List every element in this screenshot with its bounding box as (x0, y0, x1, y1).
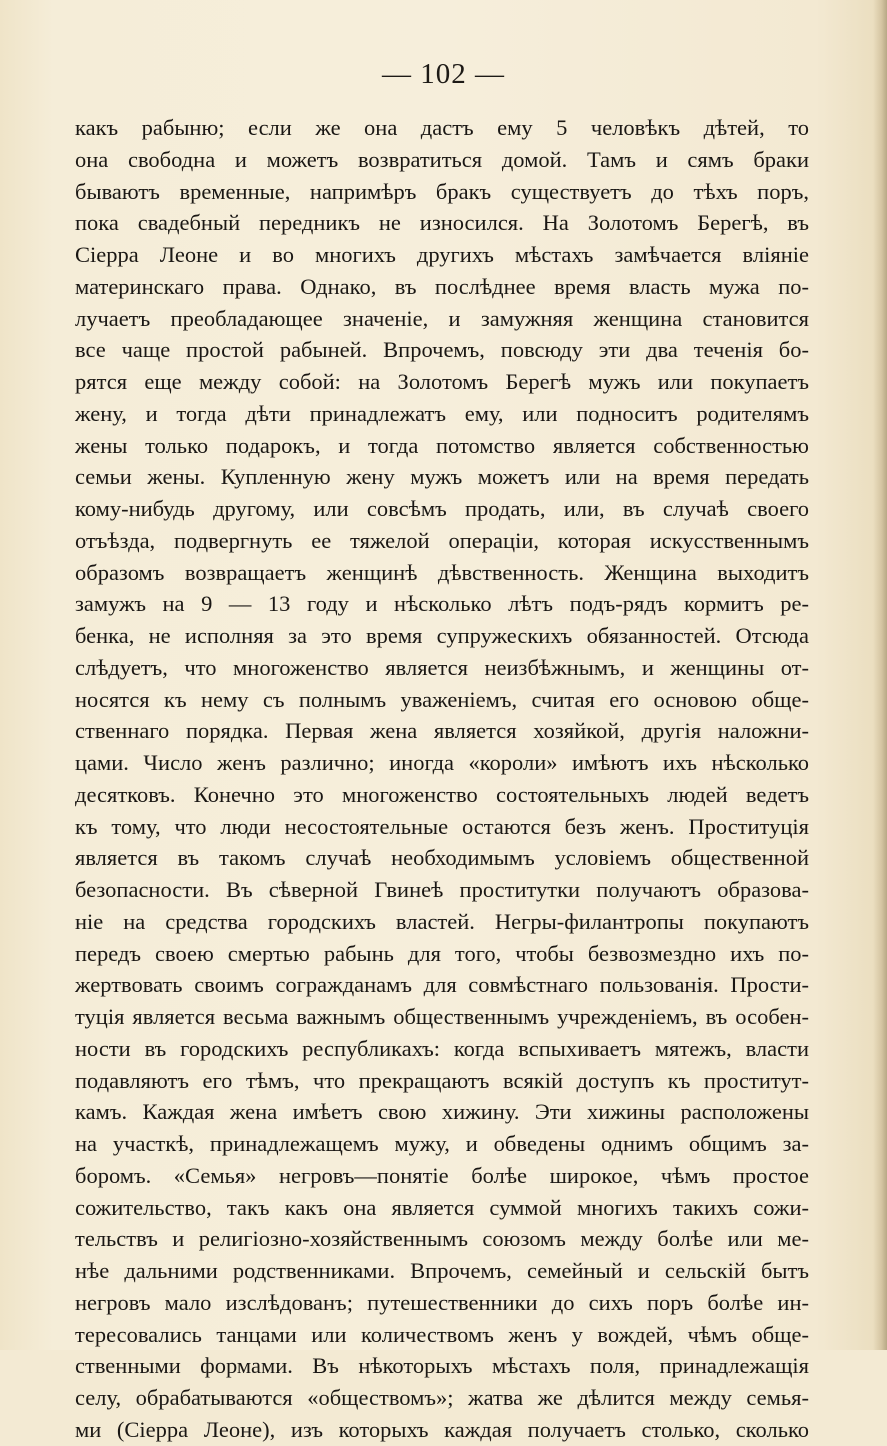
text-line: кому-нибудь другому, или совсѣмъ продать, или, въ случаѣ своего (75, 496, 809, 521)
text-line: жену, и тогда дѣти принадлежатъ ему, или подноситъ родителямъ (75, 400, 809, 426)
body-text (75, 112, 809, 1446)
text-line: тересовались танцами или количествомъ женъ у вождей, чѣмъ обще- (75, 1321, 809, 1347)
text-line: десятковъ. Конечно это многоженство состоятельныхъ людей ведетъ (75, 781, 809, 807)
text-line: боромъ. «Семья» негровъ—понятіе болѣе широкое, чѣмъ простое (75, 1162, 809, 1188)
text-line: материнскаго права. Однако, въ послѣднее время власть мужа по- (75, 273, 809, 299)
text-line: бываютъ временные, напримѣръ бракъ существуетъ до тѣхъ поръ, (75, 178, 809, 204)
text-line: безопасности. Въ сѣверной Гвинеѣ проститутки получаютъ образова- (75, 877, 809, 902)
text-line: селу, обрабатываются «обществомъ»; жатва же дѣлится между семья- (75, 1385, 809, 1410)
text-line: слѣдуетъ, что многоженство является неизбѣжнымъ, и женщины от- (75, 654, 809, 680)
text-line: все чаще простой рабыней. Впрочемъ, повсюду эти два теченія бо- (75, 337, 809, 363)
text-line: является въ такомъ случаѣ необходимымъ условіемъ общественной (75, 845, 809, 871)
text-line: носятся къ нему съ полнымъ уваженіемъ, считая его основою обще- (75, 686, 809, 712)
text-line: ственными формами. Въ нѣкоторыхъ мѣстахъ поля, принадлежащія (75, 1353, 809, 1379)
text-line: замужъ на 9 — 13 году и нѣсколько лѣтъ подъ-рядъ кормитъ ре- (75, 591, 809, 617)
text-line: рятся еще между собой: на Золотомъ Берегѣ мужъ или покупаетъ (75, 369, 809, 394)
page-edge-shadow (873, 0, 887, 1350)
text-line: жены только подарокъ, и тогда потомство является собственностью (75, 432, 809, 458)
text-line: Сіерра Леоне и во многихъ другихъ мѣстахъ замѣчается вліяніе (75, 242, 809, 267)
text-line: образомъ возвращаетъ женщинѣ дѣвственность. Женщина выходитъ (75, 559, 809, 585)
text-line: камъ. Каждая жена имѣетъ свою хижину. Эти хижины расположены (75, 1099, 809, 1125)
text-line: жертвовать своимъ согражданамъ для совмѣстнаго пользованія. Прости- (75, 972, 809, 998)
text-line: семьи жены. Купленную жену мужъ можетъ или на время передать (75, 464, 809, 490)
text-line: ми (Сіерра Леоне), изъ которыхъ каждая получаетъ столько, сколько (75, 1416, 809, 1442)
text-line: негровъ мало изслѣдованъ; путешественники до сихъ поръ болѣе ин- (75, 1289, 809, 1315)
text-line: ственнаго порядка. Первая жена является хозяйкой, другія наложни- (75, 718, 809, 744)
text-line: она свободна и можетъ возвратиться домой. Тамъ и сямъ браки (75, 146, 809, 172)
text-line: сожительство, такъ какъ она является суммой многихъ такихъ сожи- (75, 1194, 809, 1220)
text-line: цами. Число женъ различно; иногда «короли» имѣютъ ихъ нѣсколько (75, 750, 809, 775)
text-line: лучаетъ преобладающее значеніе, и замужняя женщина становится (75, 305, 809, 331)
text-line: ности въ городскихъ республикахъ: когда вспыхиваетъ мятежъ, власти (75, 1035, 809, 1061)
text-line: пока свадебный передникъ не износился. На Золотомъ Берегѣ, въ (75, 210, 809, 236)
text-line: на участкѣ, принадлежащемъ мужу, и обведены однимъ общимъ за- (75, 1131, 809, 1156)
text-line: ніе на средства городскихъ властей. Негры-филантропы покупаютъ (75, 908, 809, 934)
page-number: — 102 — (382, 58, 505, 90)
text-line: къ тому, что люди несостоятельные остаются безъ женъ. Проституція (75, 813, 809, 839)
text-line: передъ своею смертью рабынь для того, чтобы безвозмездно ихъ по- (75, 940, 809, 966)
text-line: какъ рабыню; если же она дастъ ему 5 человѣкъ дѣтей, то (75, 115, 809, 140)
text-line: бенка, не исполняя за это время супружескихъ обязанностей. Отсюда (75, 623, 809, 648)
text-line: подавляютъ его тѣмъ, что прекращаютъ всякій доступъ къ проститут- (75, 1067, 809, 1093)
text-line: тельствъ и религіозно-хозяйственнымъ союзомъ между болѣе или ме- (75, 1226, 809, 1252)
text-line: нѣе дальними родственниками. Впрочемъ, семейный и сельскій бытъ (75, 1258, 809, 1283)
text-line: туція является весьма важнымъ общественнымъ учрежденіемъ, въ особен- (75, 1004, 809, 1029)
text-line: отъѣзда, подвергнуть ее тяжелой операціи, которая искусственнымъ (75, 527, 809, 553)
